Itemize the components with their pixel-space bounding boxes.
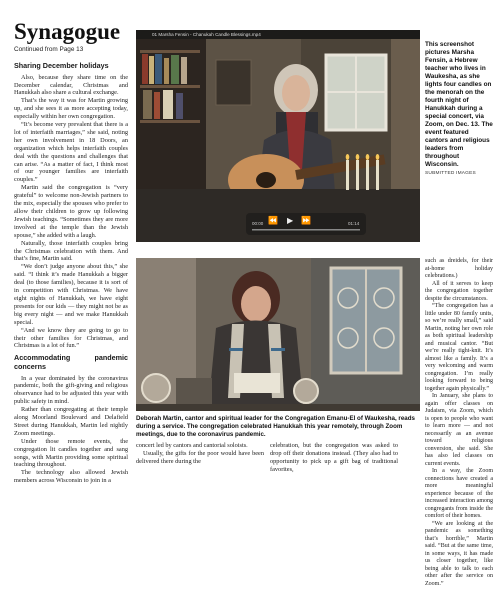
play-icon[interactable]: ▶: [287, 216, 294, 225]
paragraph: In January, she plans to again offer classes on Judaism, via Zoom, which is open to people who want to learn more — and not necessarily as an avenue toward religious conversion, she said. She has also led classes on current events.: [425, 393, 493, 467]
article-column-4: [425, 258, 493, 588]
paragraph: “The congregation has a little under 80 family units, so we’re really small,” said Martin, noting her own role as both spiritual leadership and musical cantor. “But we’re really tight-knit. It’s almost like a family. It’s a very welcoming and warm congregation. I’m really looking forward to being together again physically.”: [425, 303, 493, 392]
time-elapsed: 00:00: [252, 221, 264, 226]
paragraph: celebration, but the congregation was asked to drop off their donations instead. (They also had to opportunity to pick up a gift bag of traditional favorites,: [270, 442, 398, 473]
article-column-2: [136, 442, 264, 466]
caption-text: This screenshot pictures Marsha Fensin, a Hebrew teacher who lives in Waukesha, as she lights four candles on the menorah on the fourth night of Hanukkah during a special concert, via Zoom, on Dec. 13. The event featured cantors and religious leaders from throughout Wisconsin.: [425, 41, 493, 168]
paragraph: Usually, the gifts for the poor would have been delivered there during the: [136, 449, 264, 465]
paragraph: Martin said the congregation is “very grateful” to welcome non-Jewish partners to the mix, especially the spouses who prefer to allow their children to grow up following Jewish teachings. “Sometimes they are more involved at the temple than the Jewish spouse,” she added with a laugh.: [14, 184, 128, 239]
article-column-1: [14, 58, 128, 485]
paragraph: concert led by cantors and cantorial soloists.: [136, 442, 248, 449]
caption-photo-1: [425, 41, 493, 176]
paragraph: All of it serves to keep the congregation together despite the circumstances.: [425, 280, 493, 302]
photo-marsha-fensin: [136, 30, 420, 242]
paragraph: That’s the way it was for Martin growing up, and she sees it as more accepting today, especially within her own congregation.: [14, 97, 128, 121]
caption-photo-2: Deborah Martin, cantor and spiritual leader for the Congregation Emanu-El of Waukesha, reads during a service. The congregation celebrated Hanukkah this year remotely, through Zoom meetings, due to the coronavirus pandemic.: [136, 415, 415, 438]
photo-illustration: [136, 258, 420, 411]
paragraph: Naturally, those interfaith couples bring the Christmas celebration with them. And that’s fine, Martin said.: [14, 239, 128, 263]
paragraph: “And we know they are going to go to their other families for Christmas, and Christmas is a lot of fun.”: [14, 326, 128, 350]
photo-illustration: [136, 30, 420, 242]
paragraph: “It’s become very prevalent that there is a lot of interfaith marriages,” she said, noting her own involvement in 18 Doors, an organization which helps interfaith couples deal with the questions and challenges that can arise. “As a matter of fact, I think most of our younger families are interfaith couples.”: [14, 121, 128, 184]
paragraph: Also, because they share time on the December calendar, Christmas and Hanukkah also share a cultural exchange.: [14, 73, 128, 97]
paragraph: In a year dominated by the coronavirus pandemic, both the gift-giving and religious observance had to be adjusted this year with public safety in mind.: [14, 374, 128, 406]
subhead-pandemic-concerns: Accommodating pandemic concerns: [14, 353, 128, 371]
fast-forward-icon[interactable]: ⏩: [301, 216, 311, 225]
photo-credit: SUBMITTED IMAGES: [425, 171, 476, 176]
paragraph: such as dreidels, for their at-home holiday celebrations.): [425, 258, 493, 279]
paragraph: Rather than congregating at their temple along Moorland Boulevard and Delafield Street during Hanukkah, Martin led nightly Zoom meetings.: [14, 406, 128, 437]
photo-deborah-martin: [136, 258, 420, 411]
paragraph: Under those remote events, the congregation lit candles together and sang songs, with Martin providing some spiritual teaching throughout.: [14, 437, 128, 469]
rewind-icon[interactable]: ⏪: [268, 216, 278, 225]
paragraph: “We are looking at the pandemic as something that’s horrible,” Martin said. “But at the same time, in some ways, it has made us closer together, like being able to talk to each other after the service on Zoom.”: [425, 520, 493, 587]
paragraph: In a way, the Zoom connections have created a more meaningful experience because of the increased interaction among congregants from inside the comfort of their homes.: [425, 468, 493, 519]
subhead-sharing-holidays: Sharing December holidays: [14, 61, 109, 70]
paragraph: “We don’t judge anyone about this,” she said. “I think it’s made Hanukkah a bigger deal (to those families), because it is sort of in competition with Christmas. We have eight nights of Hanukkah, we have eight presents for our kids — they might not be as big every night — and we make Hanukkah special.: [14, 263, 128, 326]
continued-from-line: Continued from Page 13: [14, 46, 84, 53]
paragraph: The technology also allowed Jewish members across Wisconsin to join in a: [14, 469, 128, 485]
article-column-3: [270, 442, 398, 474]
headline: Synagogue: [14, 19, 121, 44]
video-title-bar: 01 Marsha Fensin - Chanukah Candle Blessings.mp4: [136, 30, 420, 39]
time-total: 01:14: [348, 221, 360, 226]
